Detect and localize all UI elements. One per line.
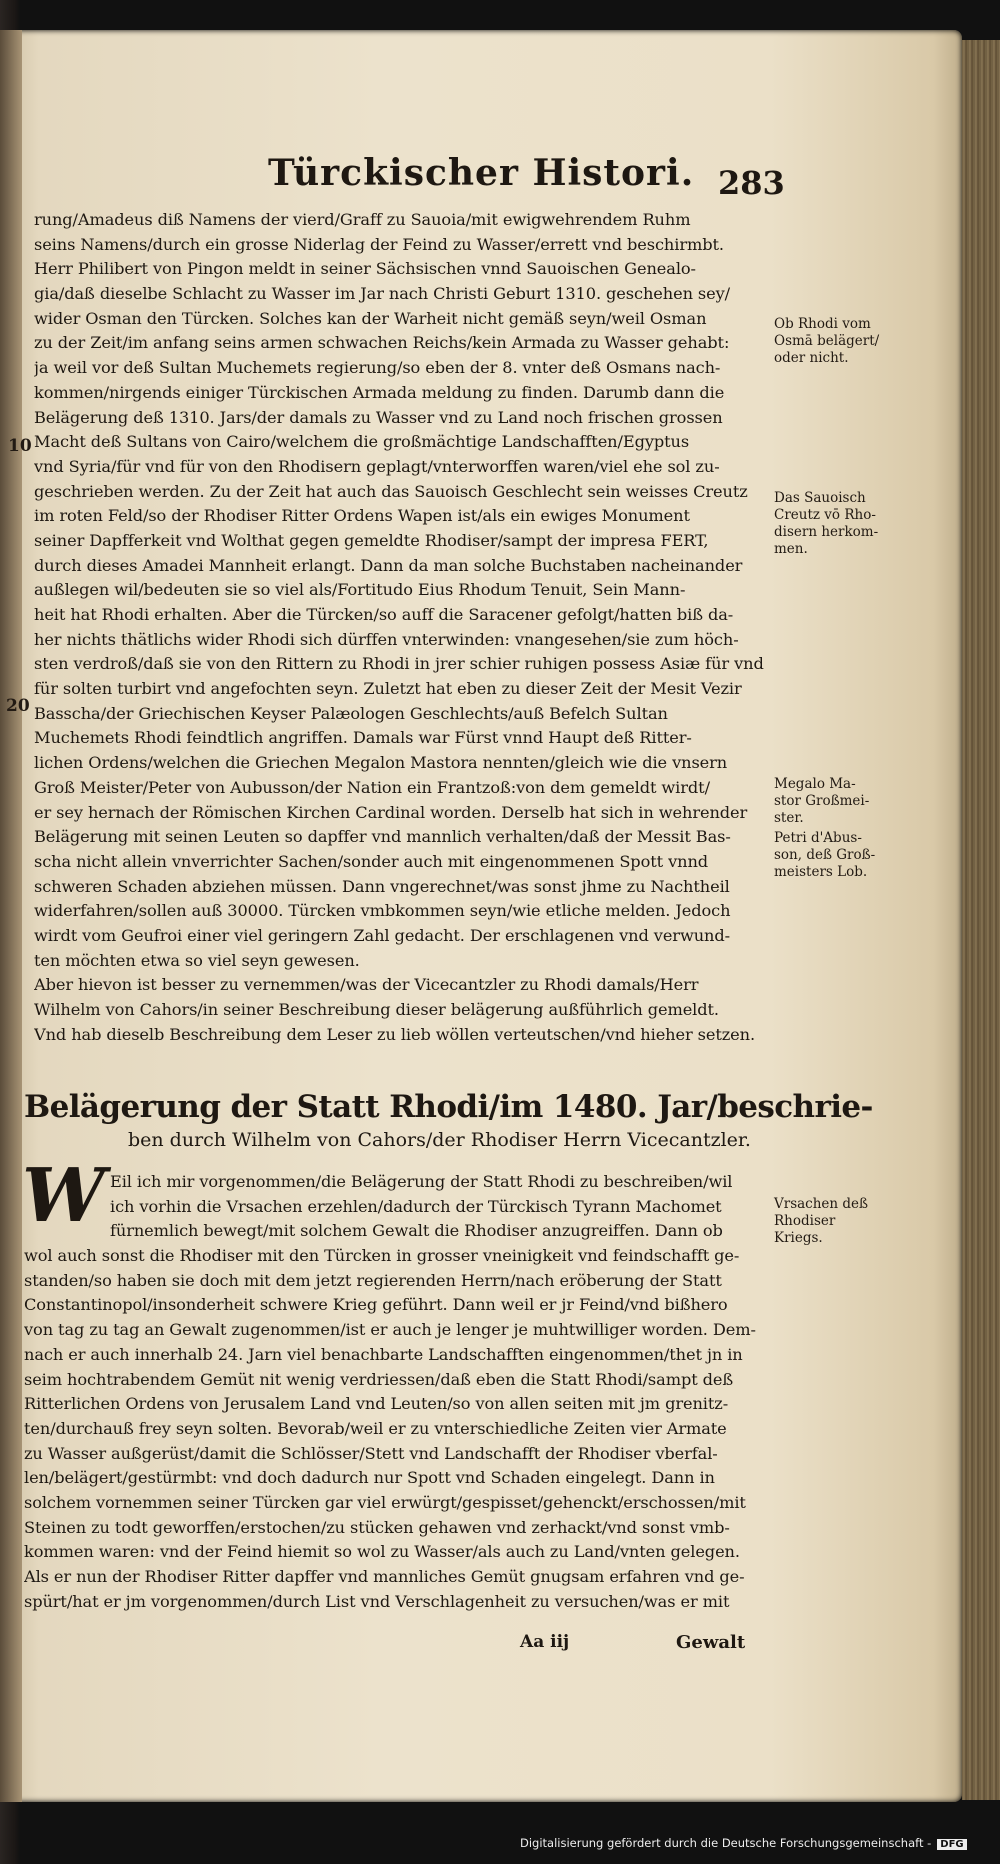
margin-note-line: stor Großmei- (774, 793, 870, 809)
margin-note-2 (774, 490, 924, 558)
text-line: lichen Ordens/welchen die Griechen Megalon Mastora nennten/gleich wie die vnsern (34, 753, 728, 773)
margin-note-line: Kriegs. (774, 1230, 823, 1246)
text-line: Vnd hab dieselb Beschreibung dem Leser zu lieb wöllen verteutschen/vnd hieher setzen. (34, 1024, 756, 1044)
footer-credit (520, 1836, 967, 1850)
text-line: solchem vornemmen seiner Türcken gar viel erwürgt/gespisset/gehenckt/erschossen/mit (24, 1492, 746, 1512)
text-line: Belägerung mit seinen Leuten so dapffer vnd mannlich verhalten/daß der Messit Bas- (34, 827, 731, 847)
text-line: er sey hernach der Römischen Kirchen Cardinal worden. Derselb hat sich in wehrender (34, 802, 748, 822)
margin-note-line: men. (774, 541, 808, 557)
text-line: widerfahren/sollen auß 30000. Türcken vmbkommen seyn/wie etliche melden. Jedoch (34, 901, 731, 921)
text-line: Herr Philibert von Pingon meldt in seiner Sächsischen vnnd Sauoischen Genealo- (34, 259, 696, 279)
text-line: Constantinopol/insonderheit schwere Krieg geführt. Dann weil er jr Feind/vnd bißhero (24, 1295, 728, 1315)
text-line: Groß Meister/Peter von Aubusson/der Nation ein Frantzoß:von dem gemeldt wirdt/ (34, 777, 710, 797)
text-line: wirdt vom Geufroi einer viel geringern Zahl gedacht. Der erschlagenen vnd verwund- (34, 925, 730, 945)
text-line: im roten Feld/so der Rhodiser Ritter Ordens Wapen ist/als ein ewiges Monument (34, 506, 690, 526)
text-line: zu Wasser außgerüst/damit die Schlösser/Stett vnd Landschafft der Rhodiser vberfal- (24, 1443, 718, 1463)
text-line: außlegen wil/bedeuten sie so viel als/Fortitudo Eius Rhodum Tenuit, Sein Mann- (34, 580, 686, 600)
line-number-20: 20 (6, 696, 30, 716)
text-line: Ritterlichen Ordens von Jerusalem Land vnd Leuten/so von allen seiten mit jm grenitz- (24, 1394, 729, 1414)
text-line: ich vorhin die Vrsachen erzehlen/dadurch der Türckisch Tyrann Machomet (110, 1196, 722, 1216)
text-line: heit hat Rhodi erhalten. Aber die Türcken/so auff die Saracener gefolgt/hatten biß da- (34, 605, 734, 624)
text-line: vnd Syria/für vnd für von den Rhodisern geplagt/vnterworffen waren/viel ehe sol zu- (34, 456, 720, 476)
text-line: schweren Schaden abziehen müssen. Dann vngerechnet/was sonst jhme zu Nachtheil (34, 876, 730, 896)
body-text-2 (24, 1170, 776, 1614)
text-line: fürnemlich bewegt/mit solchem Gewalt die Rhodiser anzugreiffen. Dann ob (110, 1221, 723, 1241)
margin-note-line: son, deß Groß- (774, 847, 876, 863)
text-line: seiner Dapfferkeit vnd Wolthat gegen gemeldte Rhodiser/sampt der impresa FERT, (34, 530, 709, 550)
margin-note-line: Vrsachen deß (774, 1196, 869, 1212)
page-number: 283 (718, 164, 785, 202)
text-line: Aber hievon ist besser zu vernemmen/was der Vicecantzler zu Rhodi damals/Herr (34, 975, 699, 995)
margin-note-line: Rhodiser (774, 1213, 836, 1229)
text-line: nach er auch innerhalb 24. Jarn viel benachbarte Landschafften eingenommen/thet jn in (24, 1344, 743, 1364)
text-line: für solten turbirt vnd angefochten seyn. Zuletzt hat eben zu dieser Zeit der Mesit Vezir (34, 679, 742, 699)
body-text (34, 208, 774, 1047)
margin-note-4 (774, 830, 924, 881)
margin-note-line: meisters Lob. (774, 864, 868, 880)
text-line: Wilhelm von Cahors/in seiner Beschreibung dieser belägerung außführlich gemeldt. (34, 1000, 719, 1019)
text-line: Eil ich mir vorgenommen/die Belägerung der Statt Rhodi zu beschreiben/wil (110, 1172, 733, 1191)
catchword: Gewalt (676, 1632, 746, 1653)
text-line: Macht deß Sultans von Cairo/welchem die großmächtige Landschafften/Egyptus (34, 432, 690, 452)
text-line: wider Osman den Türcken. Solches kan der Warheit nicht gemäß seyn/weil Osman (34, 308, 707, 328)
text-line: geschrieben werden. Zu der Zeit hat auch das Sauoisch Geschlecht sein weisses Creutz (34, 481, 748, 501)
text-line: kommen/nirgends einiger Türckischen Armada meldung zu finden. Darumb dann die (34, 382, 725, 402)
text-line: ja weil vor deß Sultan Muchemets regierung/so eben der 8. vnter deß Osmans nach- (34, 358, 721, 378)
text-line: Belägerung deß 1310. Jars/der damals zu Wasser vnd zu Land noch frischen grossen (34, 407, 723, 427)
text-line: zu der Zeit/im anfang seins armen schwachen Reichs/kein Armada zu Wasser gehabt: (34, 333, 730, 353)
heading-line-2: ben durch Wilhelm von Cahors/der Rhodiser Herrn Vicecantzler. (128, 1129, 751, 1151)
margin-note-line: Megalo Ma- (774, 776, 856, 792)
margin-note-line: disern herkom- (774, 524, 879, 540)
text-line: gia/daß dieselbe Schlacht zu Wasser im Jar nach Christi Geburt 1310. geschehen sey/ (34, 284, 731, 304)
page-gutter (0, 30, 22, 1802)
line-number-10: 10 (8, 436, 32, 456)
margin-note-line: Das Sauoisch (774, 490, 866, 506)
text-line: Als er nun der Rhodiser Ritter dapffer vnd mannliches Gemüt gnugsam erfahren vnd ge- (24, 1567, 745, 1586)
text-line: seins Namens/durch ein grosse Niderlag der Feind zu Wasser/errett vnd beschirmbt. (34, 234, 724, 254)
margin-note-line: Ob Rhodi vom (774, 316, 871, 332)
footer-text: Digitalisierung gefördert durch die Deutsche Forschungsgemeinschaft - (520, 1836, 932, 1850)
text-line: ten/durchauß frey seyn solten. Bevorab/weil er zu vnterschiedliche Zeiten vier Armate (24, 1418, 727, 1438)
margin-note-5 (774, 1196, 924, 1247)
text-line: len/belägert/gestürmbt: vnd doch dadurch nur Spott vnd Schaden eingelegt. Dann in (24, 1468, 715, 1488)
text-line: kommen waren: vnd der Feind hiemit so wol zu Wasser/als auch zu Land/vnten gelegen. (24, 1542, 740, 1562)
margin-note-line: Osmā belägert/ (774, 333, 880, 349)
margin-note-1 (774, 316, 924, 367)
text-line: Muchemets Rhodi feindtlich angriffen. Damals war Fürst vnnd Haupt deß Ritter- (34, 728, 692, 748)
text-line: ten möchten etwa so viel seyn gewesen. (34, 950, 360, 970)
margin-note-line: Creutz vō Rho- (774, 507, 876, 523)
section-heading (24, 1088, 873, 1154)
margin-note-line: oder nicht. (774, 350, 849, 366)
margin-note-3 (774, 776, 924, 827)
margin-note-line: ster. (774, 810, 804, 826)
signature-mark: Aa iij (520, 1632, 570, 1652)
text-line: sten verdroß/daß sie von den Rittern zu Rhodi in jrer schier ruhigen possess Asiæ für vnd (34, 654, 764, 674)
text-line: rung/Amadeus diß Namens der vierd/Graff zu Sauoia/mit ewigwehrendem Ruhm (34, 210, 691, 229)
text-line: Basscha/der Griechischen Keyser Palæologen Geschlechts/auß Befelch Sultan (34, 703, 668, 723)
decorated-initial: W (22, 1153, 106, 1239)
text-line: standen/so haben sie doch mit dem jetzt regierenden Herrn/nach eröberung der Statt (24, 1270, 722, 1290)
text-line: durch dieses Amadei Mannheit erlangt. Dann da man solche Buchstaben nacheinander (34, 555, 743, 575)
text-line: spürt/hat er jm vorgenommen/durch List vnd Verschlagenheit zu versuchen/was er mit (24, 1591, 730, 1611)
text-line: wol auch sonst die Rhodiser mit den Türcken in grosser vneinigkeit vnd feindschafft ge- (24, 1246, 740, 1266)
heading-line-1: Belägerung der Statt Rhodi/im 1480. Jar/beschrie- (24, 1089, 873, 1125)
text-line: von tag zu tag an Gewalt zugenommen/ist er auch je lenger je muhtwilliger worden. Dem- (24, 1320, 756, 1340)
text-line: her nichts thätlichs wider Rhodi sich dürffen vnterwinden: vnangesehen/sie zum höch- (34, 629, 739, 649)
running-head: Türckischer Histori. (268, 152, 695, 194)
book-edge (962, 40, 1000, 1800)
text-line: Steinen zu todt geworffen/erstochen/zu stücken gehawen vnd zerhackt/vnd sonst vmb- (24, 1517, 730, 1537)
text-line: seim hochtrabendem Gemüt nit wenig verdriessen/daß eben die Statt Rhodi/sampt deß (24, 1369, 734, 1389)
text-line: scha nicht allein vnverrichter Sachen/sonder auch mit eingenommenen Spott vnnd (34, 851, 709, 871)
margin-note-line: Petri d'Abus- (774, 830, 862, 846)
dfg-logo: DFG (937, 1839, 966, 1850)
